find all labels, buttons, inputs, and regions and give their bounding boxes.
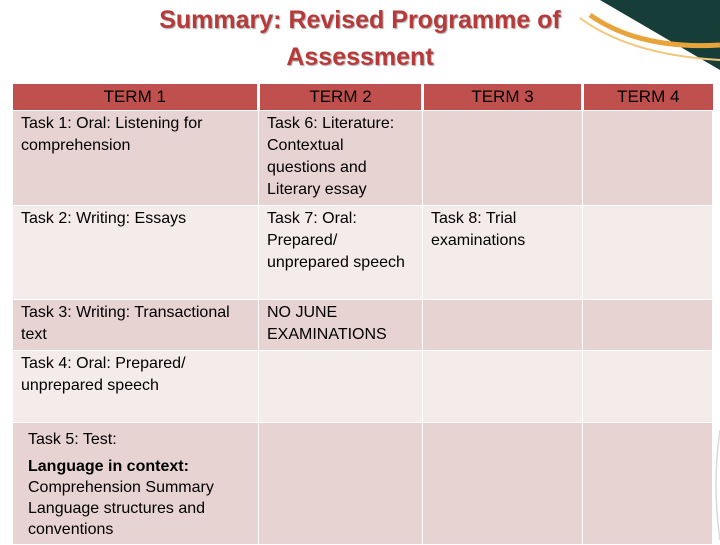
table-cell (259, 423, 423, 545)
table-row (13, 111, 713, 206)
table-row (13, 423, 713, 545)
task-5-comprehension-summary: Comprehension Summary (28, 479, 214, 496)
title-line-2: Assessment (286, 43, 434, 71)
table-row (13, 206, 713, 300)
cell-task-6: Task 6: Literature: Contextual questions and Literary essay (259, 111, 423, 206)
table-cell (583, 111, 713, 206)
table-row (13, 351, 713, 423)
header-term-4: TERM 4 (583, 84, 713, 111)
table-cell (583, 206, 713, 300)
assessment-table (12, 84, 713, 545)
cell-task-3: Task 3: Writing: Transactional text (13, 300, 259, 351)
table-cell (583, 351, 713, 423)
table-cell (583, 423, 713, 545)
cell-task-5 (13, 423, 259, 545)
cell-task-4: Task 4: Oral: Prepared/ unprepared speech (13, 351, 259, 423)
table-cell (583, 300, 713, 351)
task-5-language-structures: Language structures and conventions (28, 500, 206, 538)
cell-task-1: Task 1: Oral: Listening for comprehension (13, 111, 259, 206)
table-cell (423, 300, 583, 351)
header-term-2: TERM 2 (259, 84, 423, 111)
task-5-title: Task 5: Test: (28, 431, 117, 448)
header-term-1: TERM 1 (13, 84, 259, 111)
side-decoration (712, 430, 720, 540)
cell-task-7: Task 7: Oral: Prepared/ unprepared speech (259, 206, 423, 300)
header-term-3: TERM 3 (423, 84, 583, 111)
table-cell (423, 423, 583, 545)
cell-task-2: Task 2: Writing: Essays (13, 206, 259, 300)
cell-no-june-exams: NO JUNE EXAMINATIONS (259, 300, 423, 351)
table-cell (423, 111, 583, 206)
table-header-row (13, 84, 713, 111)
title-line-1: Summary: Revised Programme of (159, 6, 561, 34)
table-cell (259, 351, 423, 423)
table-row (13, 300, 713, 351)
task-5-language-in-context: Language in context: (28, 458, 189, 475)
table-cell (423, 351, 583, 423)
cell-task-8: Task 8: Trial examinations (423, 206, 583, 300)
